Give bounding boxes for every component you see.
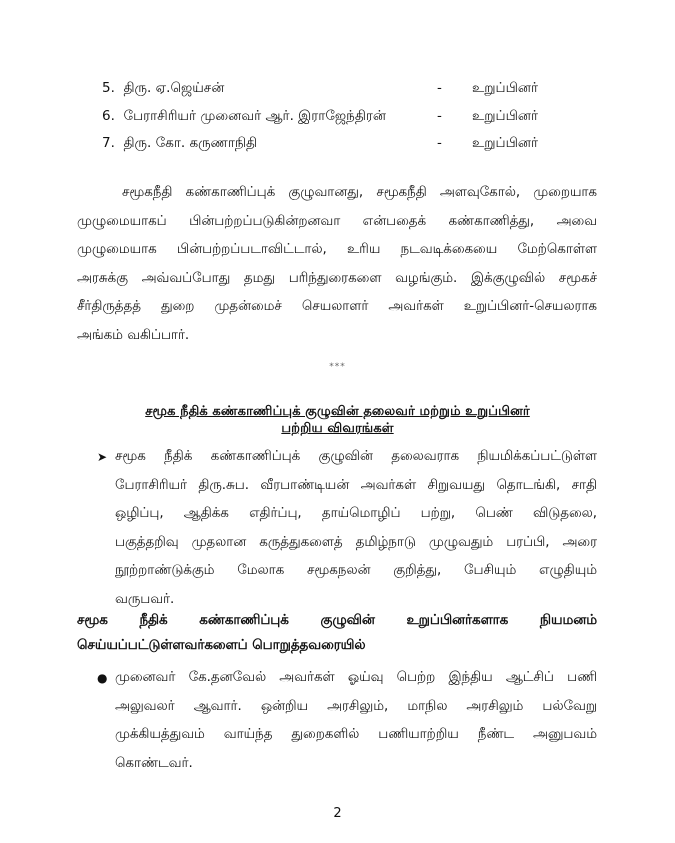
paragraph-line: முனைவர் கே.தனவேல் அவர்கள் ஓய்வு பெற்ற இந்திய ஆட்சிப் பணி xyxy=(115,670,597,685)
paragraph-line: சமூகநீதி கண்காணிப்புக் குழுவானது, சமூகநீதி அளவுகோல், முறையாக xyxy=(122,185,597,200)
paragraph-line: வருபவர். xyxy=(115,591,175,607)
page-number: 2 xyxy=(333,806,342,821)
paragraph-line: அங்கம் வகிப்பார். xyxy=(77,327,190,343)
paragraph-line: நூற்றாண்டுக்கும் மேலாக சமூகநலன் குறித்து, பேசியும் எழுதியும் xyxy=(115,563,597,579)
member-role: உறுப்பினர் xyxy=(472,80,539,96)
member-row xyxy=(0,77,675,101)
paragraph-line: சீர்திருத்தத் துறை முதன்மைச் செயலாளர் அவர்கள் உறுப்பினர்-செயலராக xyxy=(77,299,597,315)
member-number-and-name: 6. பேராசிரியர் முனைவர் ஆர். இராஜேந்திரன் xyxy=(102,108,386,124)
dot-bullet-icon: ● xyxy=(97,671,108,685)
member-number-and-name: 5. திரு. ஏ.ஜெய்சன் xyxy=(102,80,225,96)
paragraph-line: ஒழிப்பு, ஆதிக்க எதிர்ப்பு, தாய்மொழிப் பற்று, பெண் விடுதலை, xyxy=(115,506,597,522)
section-heading-line: சமூக நீதிக் கண்காணிப்புக் குழுவின் தலைவர் மற்றும் உறுப்பினர் xyxy=(145,404,530,419)
paragraph-line: சமூக நீதிக் கண்காணிப்புக் குழுவின் உறுப்பினர்களாக நியமனம் xyxy=(77,613,597,628)
paragraph-line: பேராசிரியர் திரு.சுப. வீரபாண்டியன் அவர்கள் சிறுவயது தொடங்கி, சாதி xyxy=(115,477,597,493)
arrow-bullet-icon: ➤ xyxy=(97,450,108,464)
member-dash: - xyxy=(437,80,442,96)
chairman-description xyxy=(115,443,597,615)
member-row xyxy=(0,132,675,156)
member-role: உறுப்பினர் xyxy=(472,108,539,124)
member-row xyxy=(0,105,675,129)
members-heading xyxy=(77,608,597,658)
paragraph-line: கொண்டவர். xyxy=(115,755,193,771)
section-heading-line: பற்றிய விவரங்கள் xyxy=(281,421,394,436)
section-heading xyxy=(0,403,675,437)
member-role: உறுப்பினர் xyxy=(472,135,539,151)
paragraph-line: அலுவலர் ஆவார். ஒன்றிய அரசிலும், மாநில அரசிலும் பல்வேறு xyxy=(115,698,597,714)
paragraph-line: செய்யப்பட்டுள்ளவர்களைப் பொறுத்தவரையில் xyxy=(77,638,366,653)
paragraph-line: அரசுக்கு அவ்வப்போது தமது பரிந்துரைகளை வழங்கும். இக்குழுவில் சமூகச் xyxy=(77,270,597,286)
member-number-and-name: 7. திரு. கோ. கருணாநிதி xyxy=(102,135,258,151)
paragraph-line: சமூக நீதிக் கண்காணிப்புக் குழுவின் தலைவராக நியமிக்கப்பட்டுள்ள xyxy=(115,449,597,464)
paragraph-line: முழுமையாக பின்பற்றப்படாவிட்டால், உரிய நடவடிக்கையை மேற்கொள்ள xyxy=(77,242,597,258)
member-dash: - xyxy=(437,135,442,151)
member-description xyxy=(115,664,597,778)
member-dash: - xyxy=(437,108,442,124)
intro-paragraph xyxy=(77,179,597,351)
paragraph-line: பகுத்தறிவு முதலான கருத்துகளைத் தமிழ்நாடு முழுவதும் பரப்பி, அரை xyxy=(115,534,597,550)
paragraph-line: முக்கியத்துவம் வாய்ந்த துறைகளில் பணியாற்றிய நீண்ட அனுபவம் xyxy=(115,727,597,743)
section-separator: *** xyxy=(329,362,346,372)
paragraph-line: முழுமையாகப் பின்பற்றப்படுகின்றனவா என்பதைக் கண்காணித்து, அவை xyxy=(77,213,597,229)
